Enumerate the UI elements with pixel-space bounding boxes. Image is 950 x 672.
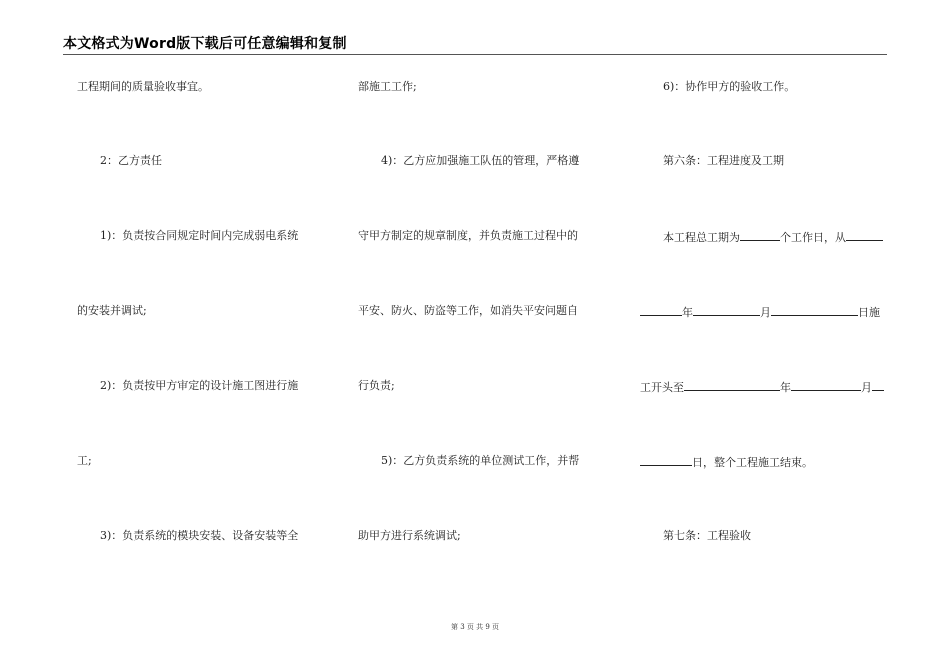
end-text: 日，整个工程施工结束。 (692, 456, 813, 469)
middle-line-3: 守甲方制定的规章制度，并负责施工过程中的 (358, 229, 578, 242)
right-line-4 (640, 304, 880, 320)
start-day-label: 日施 (858, 306, 880, 319)
start-blank (846, 229, 883, 241)
right-line-1: 6)：协作甲方的验收工作。 (663, 80, 796, 93)
right-line-6 (640, 454, 813, 470)
end-year-blank (684, 379, 780, 391)
start-day-blank (771, 304, 858, 316)
start-year-blank (640, 304, 682, 316)
duration-suffix: 个工作日，从 (780, 231, 846, 244)
end-prefix: 工开头至 (640, 381, 684, 394)
workdays-blank (740, 229, 780, 241)
right-line-2: 第六条：工程进度及工期 (663, 154, 784, 167)
end-day-blank (640, 454, 692, 466)
middle-line-5: 行负责; (358, 379, 395, 392)
middle-line-7: 助甲方进行系统调试; (358, 529, 461, 542)
page-number: 第 3 页 共 9 页 (450, 623, 500, 631)
left-line-5: 2)：负责按甲方审定的设计施工图进行施 (100, 379, 299, 392)
end-year-label: 年 (780, 381, 791, 394)
end-month-blank (791, 379, 861, 391)
page-header (63, 30, 887, 55)
start-year-label: 年 (682, 306, 693, 319)
middle-line-6: 5)：乙方负责系统的单位测试工作，并帮 (381, 454, 580, 467)
middle-line-4: 平安、防火、防盗等工作，如消失平安问题自 (358, 304, 578, 317)
header-title: 本文格式为Word版下载后可任意编辑和复制 (63, 36, 347, 52)
left-line-3: 1)：负责按合同规定时间内完成弱电系统 (100, 229, 299, 242)
right-line-7: 第七条：工程验收 (663, 529, 751, 542)
start-month-label: 月 (760, 306, 771, 319)
left-line-7: 3)：负责系统的模块安装、设备安装等全 (100, 529, 299, 542)
end-month-label: 月 (861, 381, 872, 394)
left-line-6: 工; (77, 454, 92, 467)
left-line-1: 工程期间的质量验收事宜。 (77, 80, 209, 93)
duration-prefix: 本工程总工期为 (663, 231, 740, 244)
start-month-blank (693, 304, 760, 316)
end-day-blank-start (872, 379, 884, 391)
middle-line-1: 部施工工作; (358, 80, 417, 93)
left-line-4: 的安装并调试; (77, 304, 147, 317)
middle-line-2: 4)：乙方应加强施工队伍的管理，严格遵 (381, 154, 580, 167)
right-line-3 (663, 229, 883, 245)
left-line-2: 2：乙方责任 (100, 154, 162, 167)
right-line-5 (640, 379, 884, 395)
